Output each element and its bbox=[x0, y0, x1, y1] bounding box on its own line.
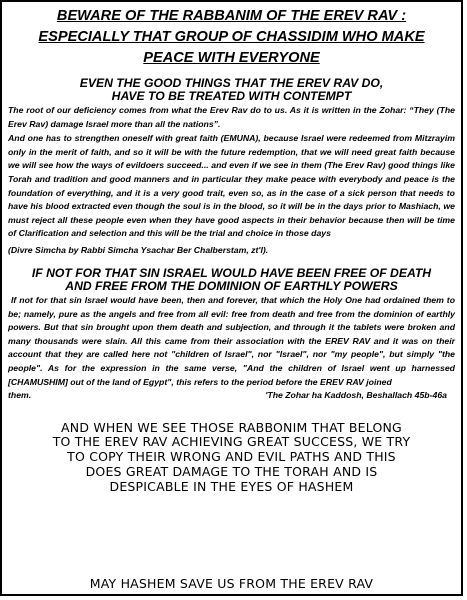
title-line-2: ESPECIALLY THAT GROUP OF CHASSIDIM WHO MAKE bbox=[38, 29, 425, 45]
section-1-paragraph-2: And one has to strengthen oneself with great faith (EMUNA), because Israel were redeemed from Mitzrayim only in the merit of faith, and so it will be with the future redemption, that we will need great faith because we will see how the ways of evildoers succeed... and even if we see in them (The Erev Rav) good things like Torah and tradition and good manners and in particular they make peace with everybody and peace is the foundation of everything, and it is a very good trait, even so, as in the case of a sick person that needs to have his blood extracted even though the soul is in the blood, so it will be in the days prior to Mashiach, we must reject all these people even when they have good aspects in their behavior because then will be time of Clarification and selection and this will be the trial and choice in those days bbox=[8, 133, 455, 239]
section-contempt bbox=[8, 77, 455, 257]
section-1-heading-line-1: EVEN THE GOOD THINGS THAT THE EREV RAV DO, bbox=[79, 76, 384, 90]
section-1-paragraph-1: The root of our deficiency comes from what the Erev Rav do to us. As it is written in the Zohar: “They (The Erev Rav) damage Israel more than all the nations”. bbox=[8, 105, 455, 129]
section-free-of-death bbox=[8, 267, 455, 403]
section-2-paragraph: If not for that sin Israel would have been, then and forever, that which the Holy One had ordained them to be; namely, pure as the angels and free from all evil: free from death and free from the dominion of earthly powers. But that sin brought upon them death and subjection, and through it the tablets were broken and many thousands were slain. All this came from their association with the EREV RAV and it was on their account that they are called here not "children of Israel", nor "Israel", nor "my people", but simply "the people". As for the expression in the same verse, "And the children of Israel went up harnessed [CHAMUSHIM] out of the land of Egypt", this refers to the period before the EREV RAV joined bbox=[8, 294, 455, 387]
closing-line-2: TO THE EREV RAV ACHIEVING GREAT SUCCESS, WE TRY bbox=[52, 434, 411, 450]
title-line-1: BEWARE OF THE RABBANIM OF THE EREV RAV : bbox=[56, 8, 407, 24]
section-2-heading-line-1: IF NOT FOR THAT SIN ISRAEL WOULD HAVE BEEN FREE OF DEATH bbox=[31, 265, 432, 280]
closing-line-5: DESPICABLE IN THE EYES OF HASHEM bbox=[109, 478, 354, 494]
section-1-citation: (Divre Simcha by Rabbi Simcha Ysachar Ber Chalberstam, zt'l). bbox=[8, 244, 269, 255]
section-2-reference-line bbox=[8, 389, 455, 403]
section-2-heading-line-2: AND FREE FROM THE DOMINION OF EARTHLY POWERS bbox=[65, 278, 398, 293]
closing-line-3: TO COPY THEIR WRONG AND EVIL PATHS AND THIS bbox=[67, 449, 396, 465]
document-title bbox=[8, 6, 455, 69]
final-line: MAY HASHEM SAVE US FROM THE EREV RAV bbox=[89, 576, 374, 591]
closing-line-1: AND WHEN WE SEE THOSE RABBONIM THAT BELONG bbox=[61, 419, 402, 435]
section-1-heading bbox=[8, 77, 455, 103]
section-2-reference: 'The Zohar ha Kaddosh, Beshallach 45b-46a bbox=[265, 390, 447, 401]
section-1-heading-line-2: HAVE TO BE TREATED WITH CONTEMPT bbox=[111, 89, 352, 103]
closing-statement bbox=[8, 421, 455, 495]
closing-line-4: DOES GREAT DAMAGE TO THE TORAH AND IS bbox=[85, 464, 378, 480]
section-2-heading bbox=[8, 267, 455, 293]
title-line-3: PEACE WITH EVERYONE bbox=[143, 50, 320, 66]
section-2-last-word: them. bbox=[8, 390, 32, 401]
